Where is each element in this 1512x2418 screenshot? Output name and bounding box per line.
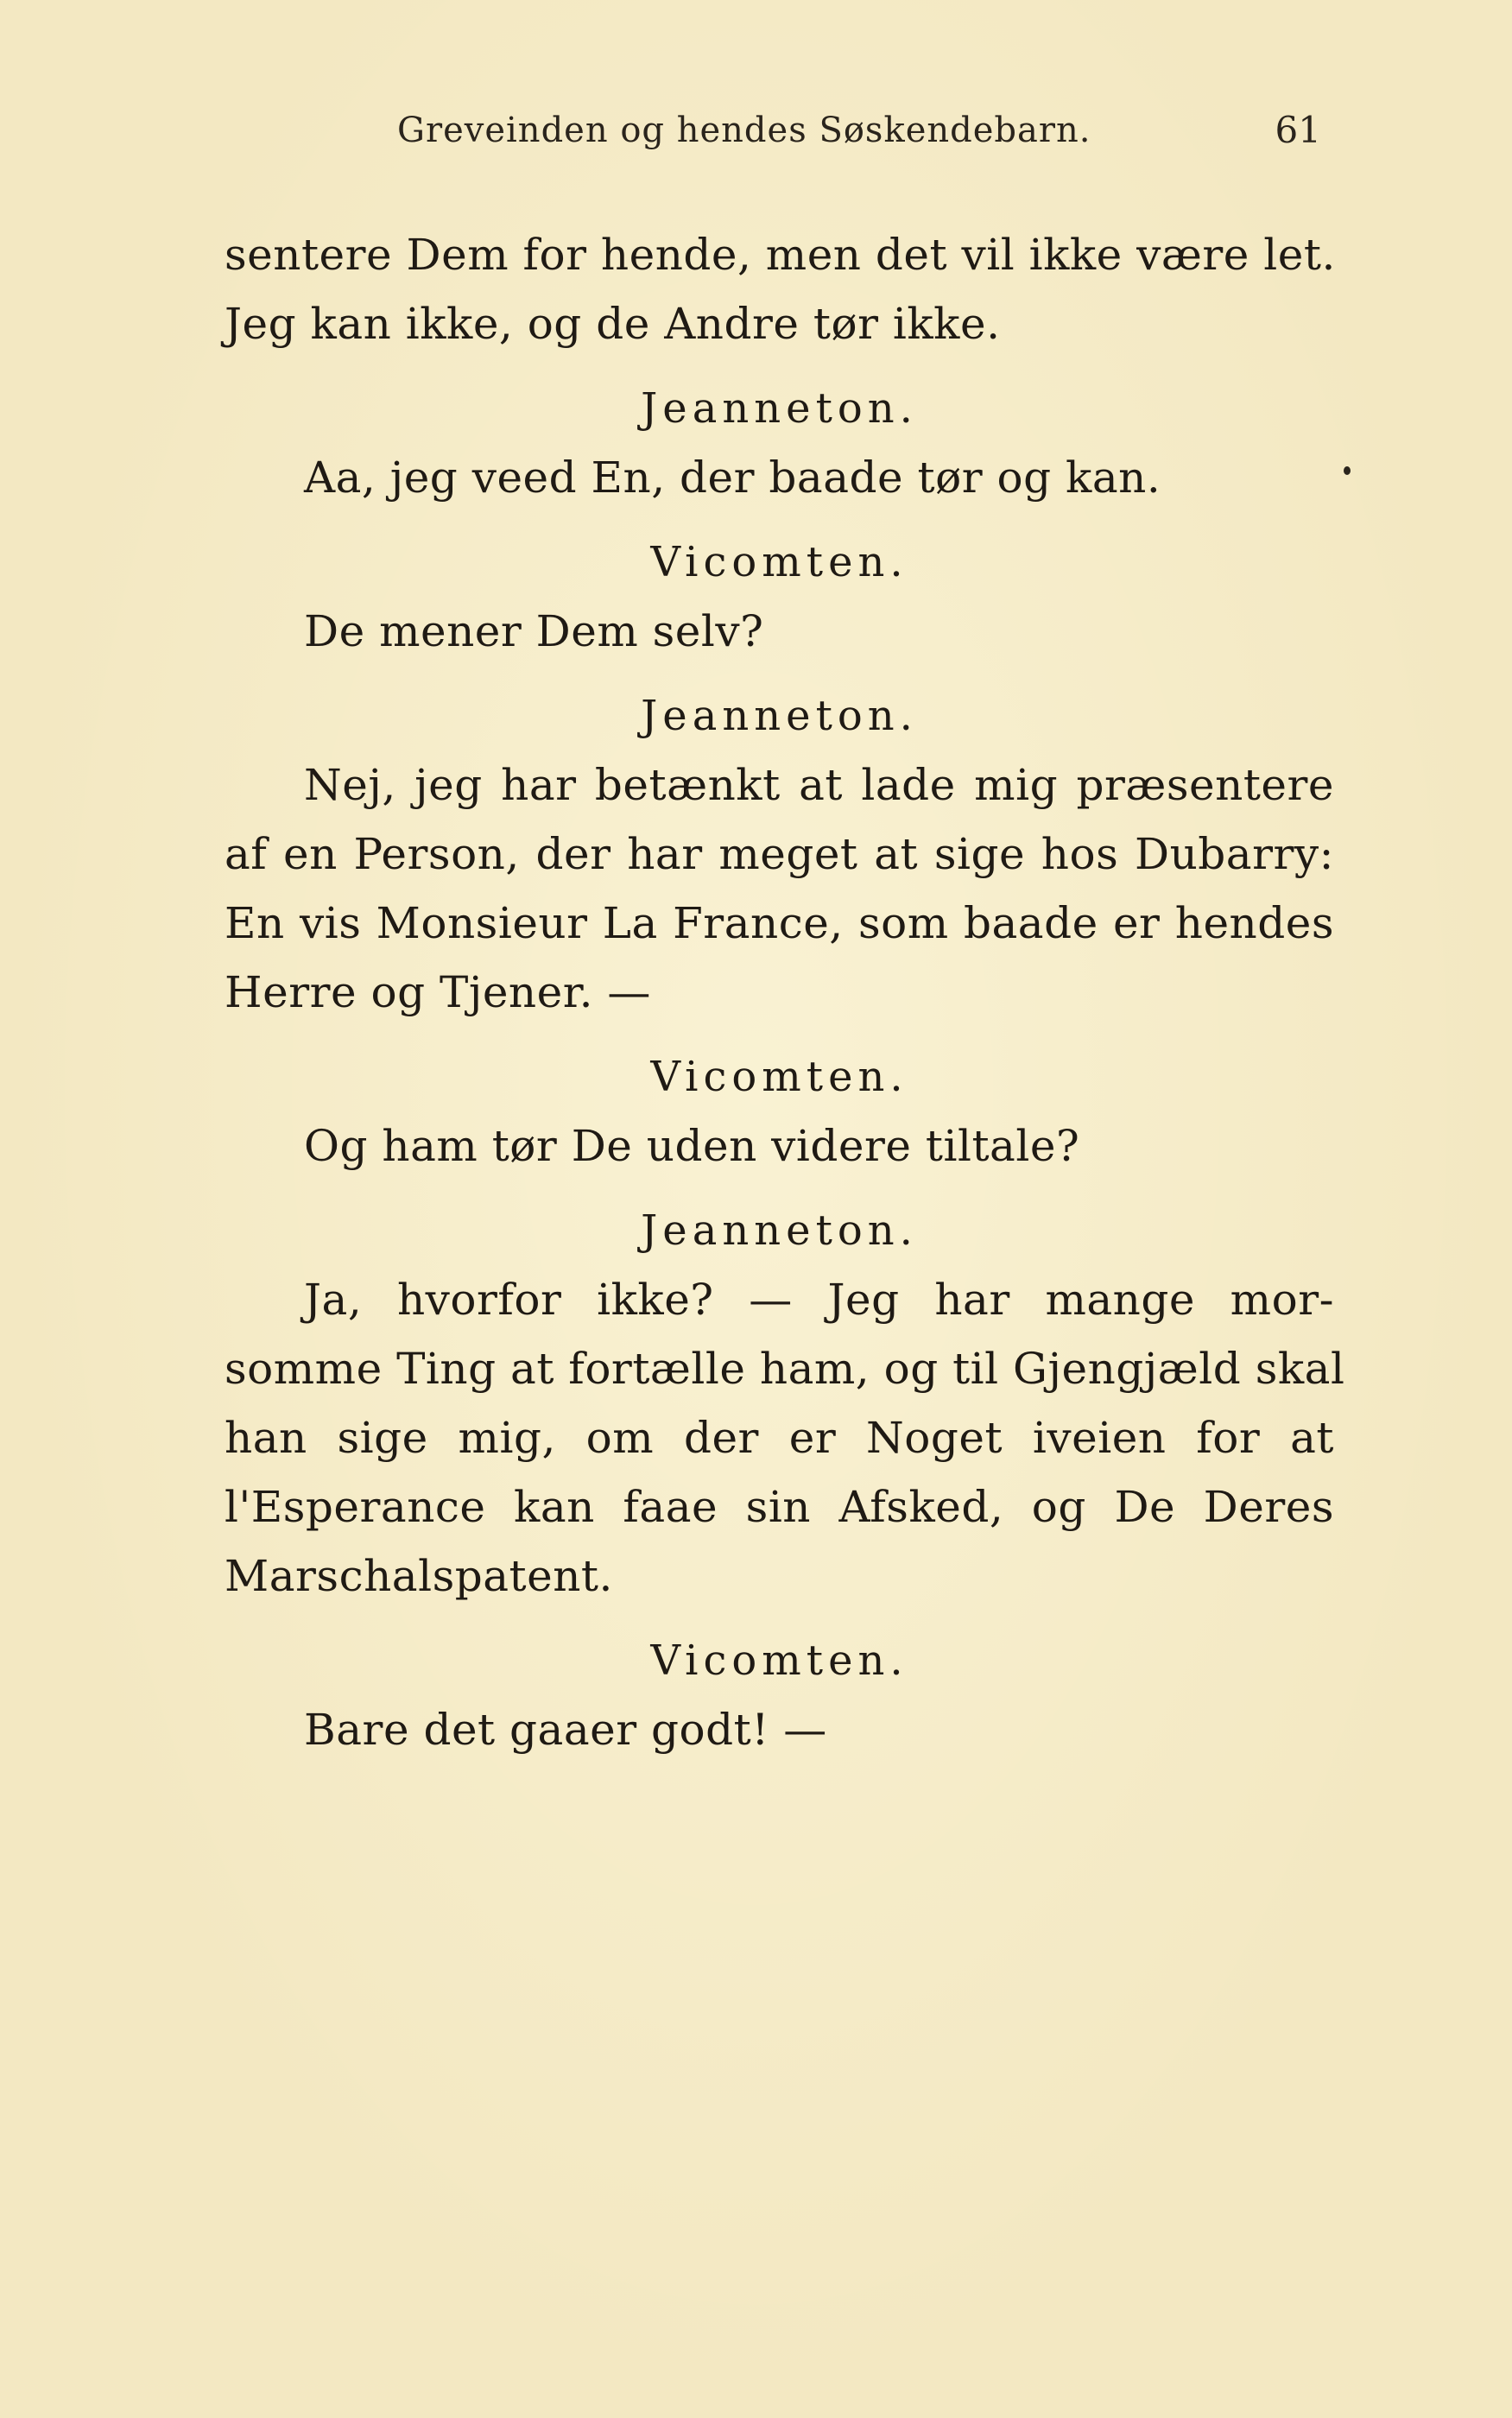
text-line: Aa, jeg veed En, der baade tør og kan.	[304, 453, 1161, 503]
text-line: Nej, jeg har betænkt at lade mig præsentere	[304, 760, 1334, 810]
speaker-name: Jeanneton.	[641, 692, 918, 740]
text-line: Jeg kan ikke, og de Andre tør ikke.	[225, 299, 1001, 349]
text-line: Marschalspatent.	[225, 1551, 613, 1601]
speaker-name: Jeanneton.	[641, 1206, 918, 1255]
speaker-name: Jeanneton.	[641, 384, 918, 433]
text-line: somme Ting at fortælle ham, og til Gjengjæld skal	[225, 1344, 1345, 1394]
text-line: sentere Dem for hende, men det vil ikke være let.	[225, 230, 1336, 280]
text-line: Ja, hvorfor ikke? — Jeg har mange mor-	[304, 1275, 1334, 1325]
speaker-name: Vicomten.	[650, 1636, 908, 1685]
text-line: af en Person, der har meget at sige hos Dubarry:	[225, 829, 1334, 879]
text-line: Bare det gaaer godt! —	[304, 1705, 827, 1755]
text-block	[225, 220, 1345, 1764]
text-line: En vis Monsieur La France, som baade er hendes	[225, 898, 1334, 948]
text-line: han sige mig, om der er Noget iveien for at	[225, 1413, 1334, 1463]
text-line: Herre og Tjener. —	[225, 967, 651, 1017]
speaker-name: Vicomten.	[650, 1053, 908, 1101]
ink-speck	[1344, 466, 1351, 475]
speaker-name: Vicomten.	[650, 538, 908, 586]
running-title: Greveinden og hendes Søskendebarn.	[397, 111, 1091, 150]
text-line: Og ham tør De uden videre tiltale?	[304, 1121, 1080, 1171]
text-line: De mener Dem selv?	[304, 606, 764, 656]
text-line: l'Esperance kan faae sin Afsked, og De Deres	[225, 1482, 1334, 1532]
page-number: 61	[1275, 109, 1321, 151]
page-header	[294, 102, 1321, 162]
